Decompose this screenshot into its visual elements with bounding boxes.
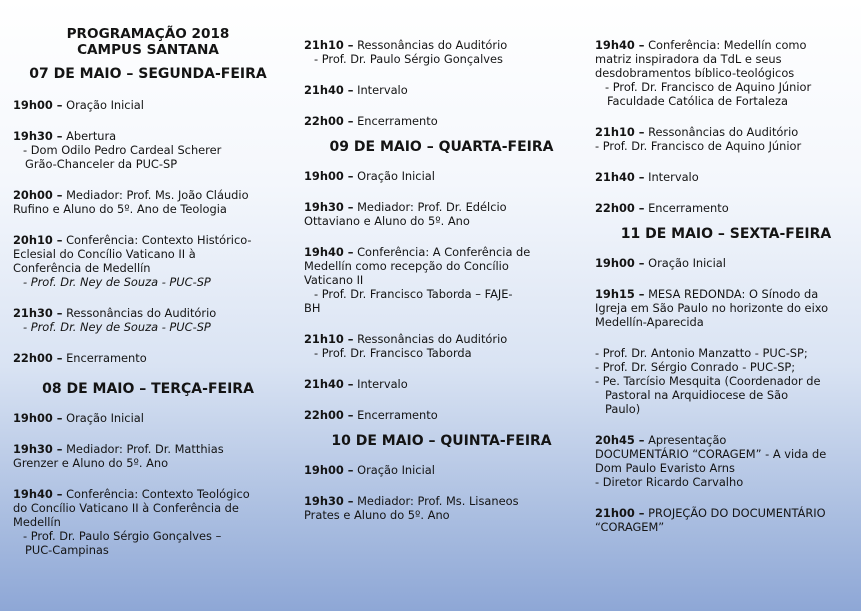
event-line: Vaticano II xyxy=(304,273,364,287)
event-item xyxy=(304,408,579,422)
event-time: 20h10 – xyxy=(13,233,63,247)
event-text: Mediador: Prof. Dr. Matthias xyxy=(62,442,224,456)
event-line: Ottaviano e Aluno do 5º. Ano xyxy=(304,214,470,228)
event-time: 19h30 – xyxy=(304,200,354,214)
event-item xyxy=(304,377,579,391)
event-item xyxy=(13,233,283,289)
event-text: Encerramento xyxy=(353,408,438,422)
event-item xyxy=(595,256,857,270)
day-heading-09: 09 DE MAIO – QUARTA-FEIRA xyxy=(329,139,554,155)
event-text: Mediador: Prof. Ms. Lisaneos xyxy=(353,494,519,508)
event-item xyxy=(13,351,283,365)
event-text: Conferência: Medellín como xyxy=(644,38,807,52)
event-time: 19h40 – xyxy=(595,38,645,52)
day-heading-08: 08 DE MAIO – TERÇA-FEIRA xyxy=(42,381,254,397)
column-3 xyxy=(595,38,857,534)
event-speaker: - Diretor Ricardo Carvalho xyxy=(595,475,744,489)
event-text: Oração Inicial xyxy=(353,169,435,183)
event-item xyxy=(13,411,283,425)
event-speaker: - Pe. Tarcísio Mesquita (Coordenador de xyxy=(595,374,821,388)
event-item xyxy=(304,494,579,522)
event-line: BH xyxy=(304,301,321,315)
event-text: Ressonâncias do Auditório xyxy=(353,332,508,346)
event-time: 19h00 – xyxy=(13,411,63,425)
event-speaker: - Prof. Dr. Ney de Souza - PUC-SP xyxy=(23,320,211,334)
event-item xyxy=(304,114,579,128)
event-text: Conferência: A Conferência de xyxy=(353,245,531,259)
event-text: Oração Inicial xyxy=(353,463,435,477)
column-2 xyxy=(304,38,579,522)
event-line: Grão-Chanceler da PUC-SP xyxy=(25,157,178,171)
event-item xyxy=(595,125,857,153)
event-line: Rufino e Aluno do 5º. Ano de Teologia xyxy=(13,202,227,216)
event-time: 21h10 – xyxy=(304,332,354,346)
event-item xyxy=(304,245,579,315)
event-text: Ressonâncias do Auditório xyxy=(62,306,217,320)
event-line: Conferência de Medellín xyxy=(13,261,151,275)
event-item xyxy=(595,506,857,534)
event-item xyxy=(13,306,283,334)
event-text: PROJEÇÃO DO DOCUMENTÁRIO xyxy=(644,506,826,520)
event-speaker: - Prof. Dr. Francisco de Aquino Júnior xyxy=(595,139,802,153)
event-item xyxy=(304,463,579,477)
event-time: 21h10 – xyxy=(304,38,354,52)
event-speaker: - Prof. Dr. Ney de Souza - PUC-SP xyxy=(23,275,211,289)
event-text: Conferência: Contexto Teológico xyxy=(62,487,250,501)
event-line: Medellín como recepção do Concílio xyxy=(304,259,509,273)
event-line: Eclesial do Concílio Vaticano II à xyxy=(13,247,196,261)
event-item xyxy=(304,332,579,360)
event-time: 21h40 – xyxy=(304,377,354,391)
event-item xyxy=(304,200,579,228)
day-heading-07: 07 DE MAIO – SEGUNDA-FEIRA xyxy=(29,66,267,82)
event-time: 19h30 – xyxy=(304,494,354,508)
event-text: MESA REDONDA: O Sínodo da xyxy=(644,287,819,301)
event-line: Igreja em São Paulo no horizonte do eixo xyxy=(595,301,829,315)
event-speaker: - Prof. Dr. Paulo Sérgio Gonçalves – xyxy=(23,529,222,543)
event-item xyxy=(13,442,283,470)
event-time: 22h00 – xyxy=(13,351,63,365)
event-item xyxy=(595,433,857,489)
event-item xyxy=(595,287,857,329)
event-line: Medellín-Aparecida xyxy=(595,315,704,329)
event-time: 20h00 – xyxy=(13,188,63,202)
event-item xyxy=(13,129,283,171)
event-text: Ressonâncias do Auditório xyxy=(353,38,508,52)
event-line: desdobramentos bíblico-teológicos xyxy=(595,66,795,80)
event-line: Paulo) xyxy=(605,402,641,416)
event-item xyxy=(13,487,283,557)
event-time: 21h40 – xyxy=(595,170,645,184)
event-line: Pastoral na Arquidiocese de São xyxy=(605,388,789,402)
event-item xyxy=(13,188,283,216)
event-time: 19h00 – xyxy=(13,98,63,112)
event-item xyxy=(13,98,283,112)
event-text: Apresentação xyxy=(644,433,727,447)
title-line-2: CAMPUS SANTANA xyxy=(77,42,219,58)
event-line: PUC-Campinas xyxy=(25,543,109,557)
event-text: Oração Inicial xyxy=(644,256,726,270)
event-line: Dom Paulo Evaristo Arns xyxy=(595,461,735,475)
event-line: Prates e Aluno do 5º. Ano xyxy=(304,508,450,522)
event-text: Mediador: Prof. Dr. Edélcio xyxy=(353,200,507,214)
event-time: 21h30 – xyxy=(13,306,63,320)
event-time: 22h00 – xyxy=(304,408,354,422)
event-time: 19h00 – xyxy=(304,169,354,183)
event-line: Grenzer e Aluno do 5º. Ano xyxy=(13,456,169,470)
event-line: DOCUMENTÁRIO “CORAGEM” - A vida de xyxy=(595,447,827,461)
event-text: Oração Inicial xyxy=(62,411,144,425)
day-heading-11: 11 DE MAIO – SEXTA-FEIRA xyxy=(620,226,832,242)
event-time: 22h00 – xyxy=(304,114,354,128)
event-speaker: - Prof. Dr. Paulo Sérgio Gonçalves xyxy=(314,52,503,66)
event-speaker: - Prof. Dr. Antonio Manzatto - PUC-SP; xyxy=(595,346,808,360)
event-text: Intervalo xyxy=(644,170,699,184)
event-item xyxy=(595,38,857,108)
event-time: 22h00 – xyxy=(595,201,645,215)
event-time: 19h15 – xyxy=(595,287,645,301)
event-text: Conferência: Contexto Histórico- xyxy=(62,233,252,247)
event-text: Encerramento xyxy=(353,114,438,128)
title-line-1: PROGRAMAÇÃO 2018 xyxy=(66,26,230,42)
event-text: Abertura xyxy=(62,129,117,143)
event-time: 21h00 – xyxy=(595,506,645,520)
event-time: 21h10 – xyxy=(595,125,645,139)
event-line: Faculdade Católica de Fortaleza xyxy=(607,94,788,108)
event-time: 20h45 – xyxy=(595,433,645,447)
event-speaker: - Prof. Dr. Francisco de Aquino Júnior xyxy=(605,80,812,94)
event-line: Medellín xyxy=(13,515,61,529)
event-text: Intervalo xyxy=(353,83,408,97)
event-time: 19h00 – xyxy=(595,256,645,270)
event-line: - Dom Odilo Pedro Cardeal Scherer xyxy=(23,143,222,157)
event-time: 19h00 – xyxy=(304,463,354,477)
event-text: Oração Inicial xyxy=(62,98,144,112)
event-speaker: - Prof. Dr. Francisco Taborda xyxy=(314,346,472,360)
program-title xyxy=(13,26,283,58)
event-line: matriz inspiradora da TdL e seus xyxy=(595,52,782,66)
speaker-list xyxy=(595,346,857,416)
event-time: 21h40 – xyxy=(304,83,354,97)
event-speaker: - Prof. Dr. Sérgio Conrado - PUC-SP; xyxy=(595,360,796,374)
event-item xyxy=(595,201,857,215)
event-item xyxy=(595,170,857,184)
event-line: “CORAGEM” xyxy=(595,520,665,534)
event-time: 19h30 – xyxy=(13,442,63,456)
day-heading-10: 10 DE MAIO – QUINTA-FEIRA xyxy=(331,433,552,449)
event-item xyxy=(304,169,579,183)
column-1 xyxy=(13,0,283,557)
event-time: 19h40 – xyxy=(304,245,354,259)
event-item xyxy=(304,83,579,97)
event-text: Intervalo xyxy=(353,377,408,391)
event-line: do Concílio Vaticano II à Conferência de xyxy=(13,501,239,515)
event-text: Ressonâncias do Auditório xyxy=(644,125,799,139)
event-speaker: - Prof. Dr. Francisco Taborda – FAJE- xyxy=(314,287,513,301)
event-time: 19h40 – xyxy=(13,487,63,501)
event-text: Encerramento xyxy=(62,351,147,365)
event-text: Encerramento xyxy=(644,201,729,215)
event-text: Mediador: Prof. Ms. João Cláudio xyxy=(62,188,249,202)
event-time: 19h30 – xyxy=(13,129,63,143)
event-item xyxy=(304,38,579,66)
